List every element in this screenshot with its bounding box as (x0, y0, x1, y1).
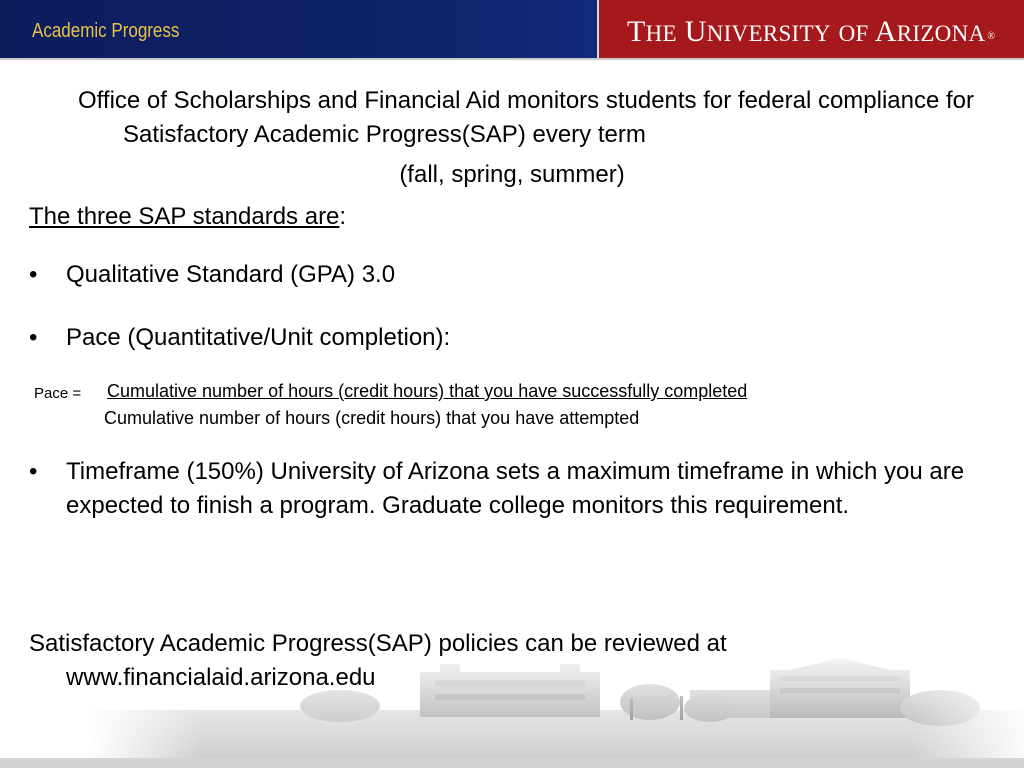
sap-standards-heading: The three SAP standards are: (29, 203, 347, 230)
bullet-marker: • (29, 261, 38, 288)
header-divider (0, 58, 1024, 60)
bullet-marker: • (29, 324, 38, 351)
pace-formula-label: Pace = (34, 385, 82, 402)
policy-note: Satisfactory Academic Progress(SAP) policies can be reviewed at www.financialaid.arizona.edu (29, 630, 727, 691)
list-item-text: Qualitative Standard (GPA) 3.0 (66, 261, 396, 288)
list-item (29, 321, 989, 355)
pace-formula-numerator: Cumulative number of hours (credit hours) that you have successfully completed (107, 381, 748, 401)
list-item (29, 258, 989, 292)
slide-bottom-bar (0, 758, 1024, 768)
university-wordmark-panel (597, 0, 1024, 58)
list-item-text: Pace (Quantitative/Unit completion): (66, 324, 451, 351)
university-wordmark-logo: THE UNIVERSITY OF ARIZONA ® (627, 15, 996, 48)
slide-title: Academic Progress (32, 20, 180, 42)
header-title-panel (0, 0, 597, 58)
slide-header (0, 0, 1024, 60)
list-item (29, 455, 969, 523)
intro-terms: (fall, spring, summer) (399, 161, 625, 188)
bullet-marker: • (29, 458, 38, 485)
pace-formula-denominator: Cumulative number of hours (credit hours) that you have attempted (104, 408, 640, 428)
list-item-text: Timeframe (150%) University of Arizona sets a maximum timeframe in which you are expected to finish a program. Graduate college monitors this requirement. (66, 458, 965, 519)
intro-paragraph: Office of Scholarships and Financial Aid monitors students for federal compliance for Satisfactory Academic Progress(SAP) every term (78, 87, 975, 148)
